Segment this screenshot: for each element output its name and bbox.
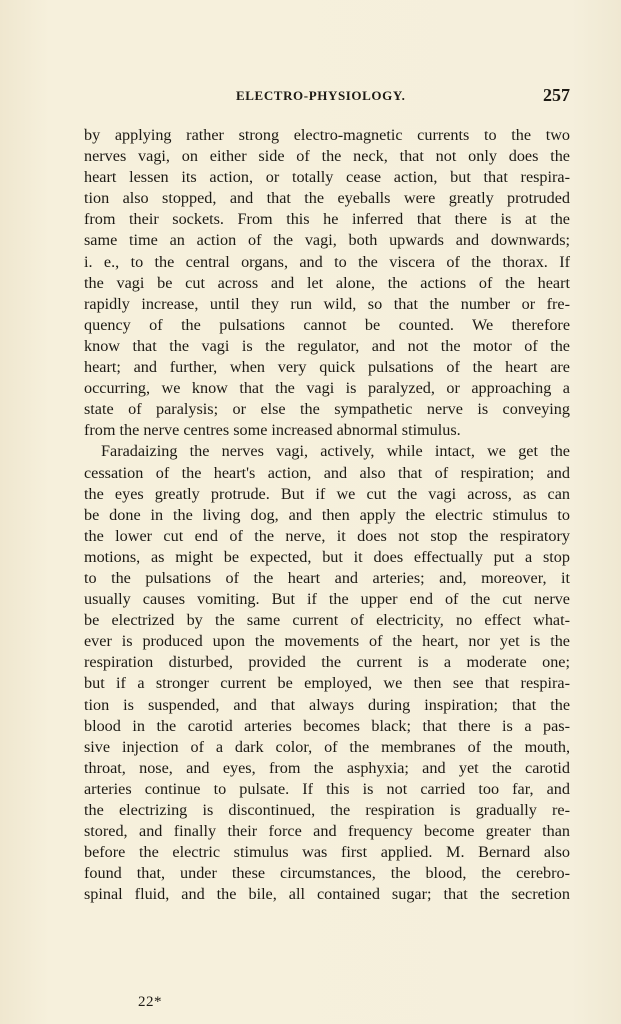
text-line: nerves vagi, on either side of the neck, that not only does the bbox=[84, 147, 570, 166]
text-line: spinal fluid, and the bile, all contained sugar; that the secretion bbox=[84, 885, 570, 904]
text-line: heart; and further, when very quick pulsations of the heart are bbox=[84, 358, 570, 377]
text-line: i. e., to the central organs, and to the viscera of the thorax. If bbox=[84, 252, 570, 271]
text-line: tion is suspended, and that always during inspiration; that the bbox=[84, 695, 570, 714]
text-line: be electrized by the same current of electricity, no effect what- bbox=[84, 611, 570, 630]
text-line: arteries continue to pulsate. If this is not carried too far, and bbox=[84, 779, 570, 798]
running-title: ELECTRO-PHYSIOLOGY. bbox=[236, 88, 406, 103]
text-line: tion also stopped, and that the eyeballs were greatly protruded bbox=[84, 189, 570, 208]
text-line: to the pulsations of the heart and arteries; and, moreover, it bbox=[84, 568, 570, 587]
text-line: from their sockets. From this he inferred that there is at the bbox=[84, 210, 570, 229]
text-line: from the nerve centres some increased abnormal stimulus. bbox=[84, 421, 461, 440]
text-line: usually causes vomiting. But if the upper end of the cut nerve bbox=[84, 590, 570, 609]
text-line: state of paralysis; or else the sympathetic nerve is conveying bbox=[84, 400, 570, 419]
text-line: respiration disturbed, provided the current is a moderate one; bbox=[84, 653, 570, 672]
text-line: occurring, we know that the vagi is paralyzed, or approaching a bbox=[84, 379, 570, 398]
text-line: the vagi be cut across and let alone, the actions of the heart bbox=[84, 273, 570, 292]
text-line: blood in the carotid arteries becomes black; that there is a pas- bbox=[84, 716, 570, 735]
text-line: the lower cut end of the nerve, it does not stop the respiratory bbox=[84, 526, 570, 545]
text-line: cessation of the heart's action, and also that of respiration; and bbox=[84, 463, 570, 482]
body-text bbox=[84, 125, 570, 905]
text-line: throat, nose, and eyes, from the asphyxia; and yet the carotid bbox=[84, 758, 570, 777]
text-line: know that the vagi is the regulator, and not the motor of the bbox=[84, 336, 570, 355]
text-line: stored, and finally their force and frequency become greater than bbox=[84, 822, 570, 841]
text-line: sive injection of a dark color, of the membranes of the mouth, bbox=[84, 737, 570, 756]
text-line: the eyes greatly protrude. But if we cut the vagi across, as can bbox=[84, 484, 570, 503]
text-line: found that, under these circumstances, the blood, the cerebro- bbox=[84, 864, 570, 883]
text-line: quency of the pulsations cannot be counted. We therefore bbox=[84, 315, 570, 334]
page-number: 257 bbox=[543, 85, 570, 105]
text-line: be done in the living dog, and then apply the electric stimulus to bbox=[84, 505, 570, 524]
text-line: by applying rather strong electro-magnetic currents to the two bbox=[84, 126, 570, 144]
text-line: rapidly increase, until they run wild, so that the number or fre- bbox=[84, 294, 570, 313]
signature-mark: 22* bbox=[138, 994, 162, 1010]
text-line: the electrizing is discontinued, the respiration is gradually re- bbox=[84, 801, 570, 819]
text-line: heart lessen its action, or totally cease action, but that respira- bbox=[84, 168, 570, 187]
text-line: ever is produced upon the movements of the heart, nor yet is the bbox=[84, 632, 570, 651]
text-line: same time an action of the vagi, both upwards and downwards; bbox=[84, 231, 570, 250]
text-line: but if a stronger current be employed, we then see that respira- bbox=[84, 674, 570, 693]
running-head bbox=[84, 85, 570, 108]
text-line: Faradaizing the nerves vagi, actively, while intact, we get the bbox=[101, 442, 570, 461]
text-line: before the electric stimulus was first applied. M. Bernard also bbox=[84, 843, 570, 862]
text-line: motions, as might be expected, but it does effectually put a stop bbox=[84, 547, 570, 566]
